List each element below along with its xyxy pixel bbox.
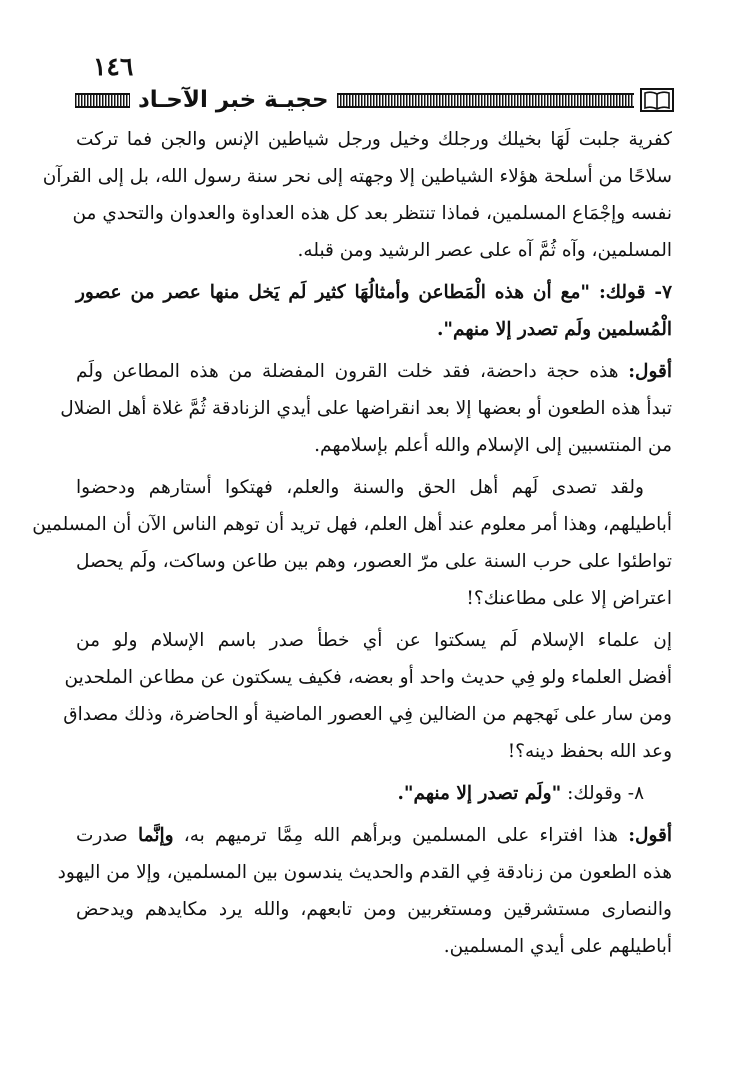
text-line: ولقد تصدى لَهم أهل الحق والسنة والعلم، فهتكوا أستارهم ودحضوا	[76, 477, 644, 498]
text-line: اعتراض إلا على مطاعنك؟!	[466, 588, 672, 609]
text-line: هذه الطعون من زنادقة فِي القدم والحديث يندسون بين المسلمين، وإلا من اليهود	[57, 862, 672, 883]
text-line: أباطيلهم على أيدي المسلمين.	[443, 936, 672, 957]
text-line: سلاحًا من أسلحة هؤلاء الشياطين إلا وجهته إلى نحر سنة رسول الله، بل إلى القرآن	[42, 166, 672, 187]
paragraph-5	[63, 622, 672, 770]
header-rule-left	[75, 93, 130, 108]
paragraph-7	[57, 817, 672, 965]
page-number: ١٤٦	[93, 52, 134, 81]
text-line: تواطئوا على حرب السنة على مرّ العصور، وهم بين طاعن وساكت، ولَم يحصل	[76, 551, 672, 572]
text-line: أفضل العلماء ولو فِي حديث واحد أو بعضه، فكيف يسكتون عن مطاعن الملحدين	[64, 667, 672, 688]
text-line: إن علماء الإسلام لَم يسكتوا عن أي خطأ صدر باسم الإسلام ولو من	[76, 630, 672, 651]
text-line: المسلمين، وآه ثُمَّ آه على عصر الرشيد ومن قبله.	[297, 240, 672, 261]
text-line: من المنتسبين إلى الإسلام والله أعلم بإسلامهم.	[314, 435, 672, 456]
text-run-bold: وإنَّما	[137, 825, 174, 846]
text-line: تبدأ هذه الطعون أو بعضها إلا بعد انقراضها على أيدي الزنادقة ثُمَّ غلاة أهل الضلال	[60, 398, 672, 419]
paragraph-1	[42, 121, 672, 269]
text-line: والنصارى مستشرقين ومستغربين ومن تابعهم، والله يرد مكايدهم ويدحض	[76, 899, 672, 920]
text-line: أباطيلهم، وهذا أمر معلوم عند أهل العلم، فهل تريد أن توهم الناس الآن أن المسلمين	[32, 514, 672, 535]
text-line: نفسه وإجْمَاع المسلمين، فماذا تنتظر بعد كل هذه العداوة والعدوان والتحدي من	[72, 203, 672, 224]
text-line: ٧- قولك: "مع أن هذه الْمَطاعن وأمثالُهَا كثير لَم يَخل منها عصر من عصور	[76, 282, 672, 303]
text-run: صدرت	[76, 825, 138, 846]
text-run: هذا افتراء على المسلمين وبرأهم الله مِمَّا ترميهم به،	[173, 825, 629, 846]
paragraph-3	[60, 353, 672, 464]
text-line: ومن سار على نَهجهم من الضالين فِي العصور الماضية أو الحاضرة، وذلك مصداق	[63, 704, 672, 725]
text-run: هذه حجة داحضة، فقد خلت القرون المفضلة من هذه المطاعن ولَم	[76, 361, 629, 382]
text-line: كفرية جلبت لَهَا بخيلك ورجلك وخيل ورجل شياطين الإنس والجن فما تركت	[76, 129, 672, 150]
header-rule-right	[337, 93, 634, 108]
text-run: ٨- وقولك:	[561, 783, 644, 804]
paragraph-6	[76, 775, 672, 812]
open-book-icon	[640, 88, 674, 112]
running-header	[75, 88, 674, 112]
text-line	[76, 775, 644, 812]
quote-run: "ولَم تصدر إلا منهم".	[397, 783, 562, 804]
text-line	[76, 817, 672, 854]
label-aqool: أقول:	[628, 825, 672, 846]
text-line: وعد الله بحفظ دينه؟!	[507, 741, 672, 762]
text-line: الْمُسلمين ولَم تصدر إلا منهم".	[436, 319, 672, 340]
header-title: حجيـة خبر الآحـاد	[138, 87, 329, 113]
label-aqool: أقول:	[628, 361, 672, 382]
paragraph-2-quote	[76, 274, 672, 348]
page-body	[32, 121, 672, 965]
text-line	[76, 353, 672, 390]
paragraph-4	[32, 469, 672, 617]
